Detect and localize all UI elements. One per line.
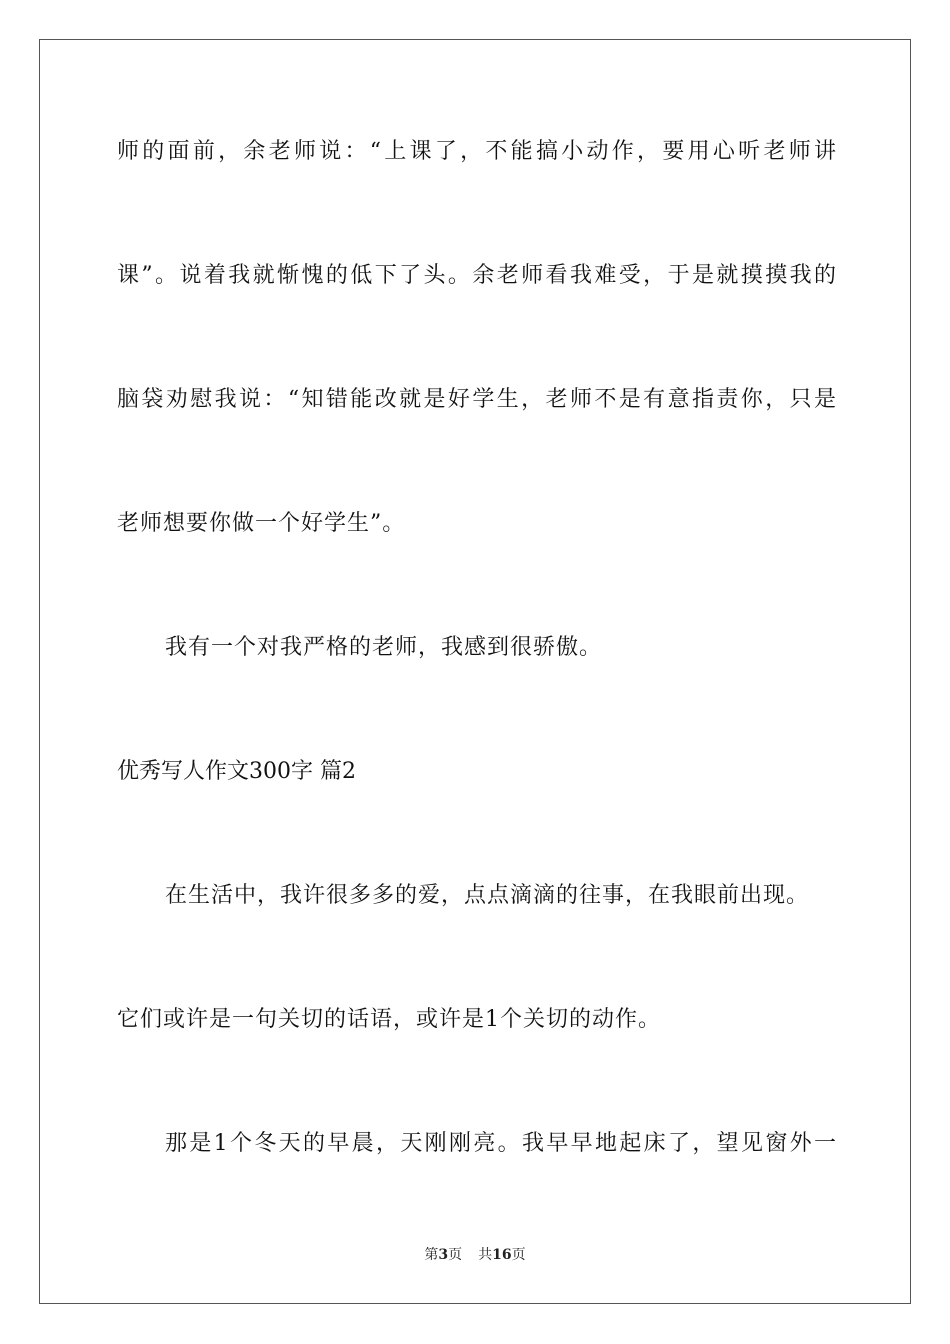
paragraph-line-winter: 那是1个冬天的早晨，天刚刚亮。我早早地起床了，望见窗外一 [165,1131,837,1156]
paragraph-line-pride: 我有一个对我严格的老师，我感到很骄傲。 [165,635,603,660]
footer-total-suffix: 页 [511,1247,526,1263]
footer-page-number: 3 [438,1247,449,1263]
footer-total-prefix: 共 [478,1247,493,1263]
footer-total-pages: 16 [492,1247,512,1263]
section-heading: 优秀写人作文300字 篇2 [117,759,356,784]
paragraph-line-life: 在生活中，我许很多多的爱，点点滴滴的往事，在我眼前出现。 [165,883,810,908]
body-line-care: 它们或许是一句关切的话语，或许是1个关切的动作。 [117,1007,661,1032]
footer-prefix: 第 [424,1247,439,1263]
body-line-2: 课”。说着我就惭愧的低下了头。余老师看我难受，于是就摸摸我的 [117,263,837,288]
page-frame [39,39,911,1304]
page-footer [0,1246,950,1264]
body-line-4: 老师想要你做一个好学生”。 [117,511,406,536]
footer-page-suffix: 页 [448,1247,463,1263]
body-line-3: 脑袋劝慰我说：“知错能改就是好学生，老师不是有意指责你，只是 [117,387,837,412]
body-line-1: 师的面前，余老师说：“上课了，不能搞小动作，要用心听老师讲 [117,139,837,164]
